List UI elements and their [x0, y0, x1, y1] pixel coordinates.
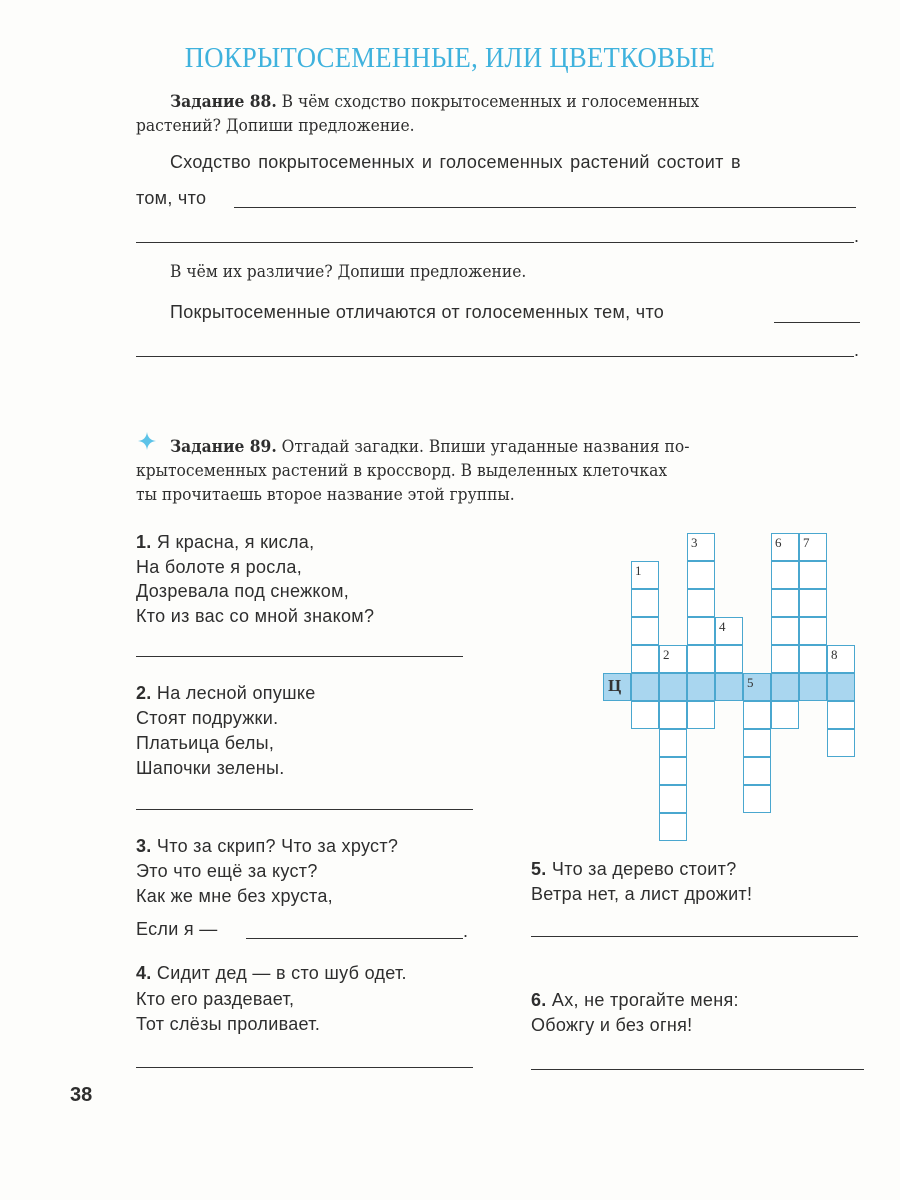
crossword-cell[interactable] [771, 645, 799, 673]
answer-line-riddle-2[interactable] [136, 809, 473, 810]
crossword-number-label: 6 [775, 535, 782, 550]
crossword-cell[interactable] [827, 729, 855, 757]
crossword-number-label: 8 [831, 647, 838, 662]
task88-text-1: В чём сходство покрытосеменных и голосеменных [276, 92, 700, 111]
crossword-cell[interactable] [687, 645, 715, 673]
riddle-3 [136, 834, 398, 909]
riddle-2 [136, 681, 316, 781]
answer-line-riddle-3[interactable] [246, 938, 463, 939]
crossword-cell[interactable] [771, 561, 799, 589]
riddle-line: На болоте я росла, [136, 556, 302, 577]
riddle-1 [136, 530, 374, 628]
crossword-highlighted-cell[interactable] [827, 673, 855, 701]
crossword-cell[interactable] [715, 645, 743, 673]
crossword-cell[interactable] [631, 645, 659, 673]
page-number: 38 [70, 1084, 93, 1106]
crossword-highlighted-cell[interactable] [687, 673, 715, 701]
riddle-number: 4. [136, 963, 152, 983]
crossword-highlighted-cell[interactable] [799, 673, 827, 701]
answer-line-riddle-1[interactable] [136, 656, 463, 657]
crossword-highlighted-cell[interactable] [771, 673, 799, 701]
riddle-line: Дозревала под снежком, [136, 581, 350, 601]
crossword-cell[interactable] [743, 757, 771, 785]
riddle-number: 5. [531, 859, 547, 879]
riddle-line: Как же мне без хруста, [136, 886, 333, 906]
crossword-cell[interactable] [687, 617, 715, 645]
riddle-4 [136, 961, 407, 1038]
difference-text: Покрытосеменные отличаются от голосеменных тем, что [170, 302, 665, 322]
crossword-highlighted-cell[interactable] [715, 673, 743, 701]
riddle-line: Кто из вас со мной знаком? [136, 605, 375, 626]
crossword-first-letter: Ц [608, 676, 622, 695]
riddle-number: 3. [136, 836, 152, 856]
diamond-icon [138, 432, 156, 450]
crossword-highlighted-cell[interactable] [631, 673, 659, 701]
riddle-number: 2. [136, 683, 152, 703]
crossword-number-label: 4 [719, 619, 726, 634]
crossword-cell[interactable] [659, 757, 687, 785]
answer-line-similarity-1[interactable] [234, 207, 856, 208]
crossword-cell[interactable] [771, 701, 799, 729]
task89-label: Задание 89. [170, 437, 277, 456]
page-title: ПОКРЫТОСЕМЕННЫЕ, ИЛИ ЦВЕТКОВЫЕ [184, 42, 716, 74]
task88-text-2: растений? Допиши предложение. [136, 116, 415, 135]
crossword-cell[interactable] [771, 589, 799, 617]
crossword-number-label: 7 [803, 535, 810, 550]
task88-heading [170, 92, 699, 111]
riddle-line: Ах, не трогайте меня: [546, 990, 739, 1010]
crossword-cell[interactable] [799, 617, 827, 645]
riddle-line: Тот слёзы проливает. [136, 1014, 321, 1034]
crossword-cell[interactable] [687, 589, 715, 617]
crossword-cell[interactable] [687, 561, 715, 589]
riddle-line: Стоят подружки. [136, 708, 279, 728]
riddle-line: Что за скрип? Что за хруст? [151, 836, 399, 856]
task89-text-1: Отгадай загадки. Впиши угаданные названия по- [276, 437, 690, 456]
task88-label: Задание 88. [170, 92, 277, 111]
similarity-text-2: том, что [136, 188, 207, 208]
answer-line-riddle-6[interactable] [531, 1069, 864, 1070]
riddle-line: Обожгу и без огня! [531, 1015, 693, 1035]
task89-text-2: крытосеменных растений в кроссворд. В выделенных клеточках [136, 461, 668, 480]
riddle-line: Это что ещё за куст? [136, 861, 318, 881]
crossword-cell[interactable] [743, 785, 771, 813]
crossword-cell[interactable] [687, 701, 715, 729]
crossword-cell[interactable] [799, 561, 827, 589]
period: . [463, 921, 469, 941]
task89-text-3: ты прочитаешь второе название этой группы. [136, 485, 515, 504]
answer-line-riddle-5[interactable] [531, 936, 858, 937]
crossword-highlighted-cell[interactable] [659, 673, 687, 701]
crossword-cell[interactable] [799, 645, 827, 673]
riddle-number: 6. [531, 990, 547, 1010]
crossword-cell[interactable] [743, 701, 771, 729]
crossword-cell[interactable] [631, 701, 659, 729]
crossword-cell[interactable] [631, 589, 659, 617]
crossword-cell[interactable] [659, 785, 687, 813]
task89-heading [170, 437, 689, 456]
answer-line-difference-1[interactable] [774, 322, 860, 323]
answer-line-riddle-4[interactable] [136, 1067, 473, 1068]
similarity-text-1: Сходство покрытосеменных и голосеменных растений состоит в [170, 152, 741, 172]
crossword-number-label: 5 [747, 675, 754, 690]
riddle-5 [531, 857, 752, 907]
crossword-cell[interactable] [659, 729, 687, 757]
crossword-cell[interactable] [771, 617, 799, 645]
period: . [854, 340, 860, 360]
riddle-line: Шапочки зелены. [136, 758, 285, 778]
crossword-cell[interactable] [743, 729, 771, 757]
crossword-number-label: 3 [691, 535, 698, 550]
crossword-cell[interactable] [827, 701, 855, 729]
period: . [854, 226, 860, 246]
riddle-6 [531, 988, 739, 1038]
crossword-cell[interactable] [799, 589, 827, 617]
riddle-line: Платьица белы, [136, 733, 275, 753]
difference-question: В чём их различие? Допиши предложение. [170, 262, 527, 281]
crossword-number-label: 2 [663, 647, 670, 662]
riddle-line: Кто его раздевает, [136, 988, 295, 1009]
crossword-cell[interactable] [659, 701, 687, 729]
riddle-line: Что за дерево стоит? [546, 859, 737, 879]
answer-line-difference-2[interactable] [136, 356, 854, 357]
riddle-line: Если я — [136, 919, 218, 939]
riddle-line: Ветра нет, а лист дрожит! [531, 884, 753, 904]
crossword-cell[interactable] [631, 617, 659, 645]
riddle-number: 1. [136, 532, 152, 552]
crossword-number-label: 1 [635, 563, 642, 578]
riddle-line: Сидит дед — в сто шуб одет. [151, 963, 407, 983]
riddle-line: Я красна, я кисла, [151, 532, 315, 552]
riddle-line: На лесной опушке [151, 683, 316, 703]
crossword-cell[interactable] [659, 813, 687, 841]
answer-line-similarity-2[interactable] [136, 242, 854, 243]
